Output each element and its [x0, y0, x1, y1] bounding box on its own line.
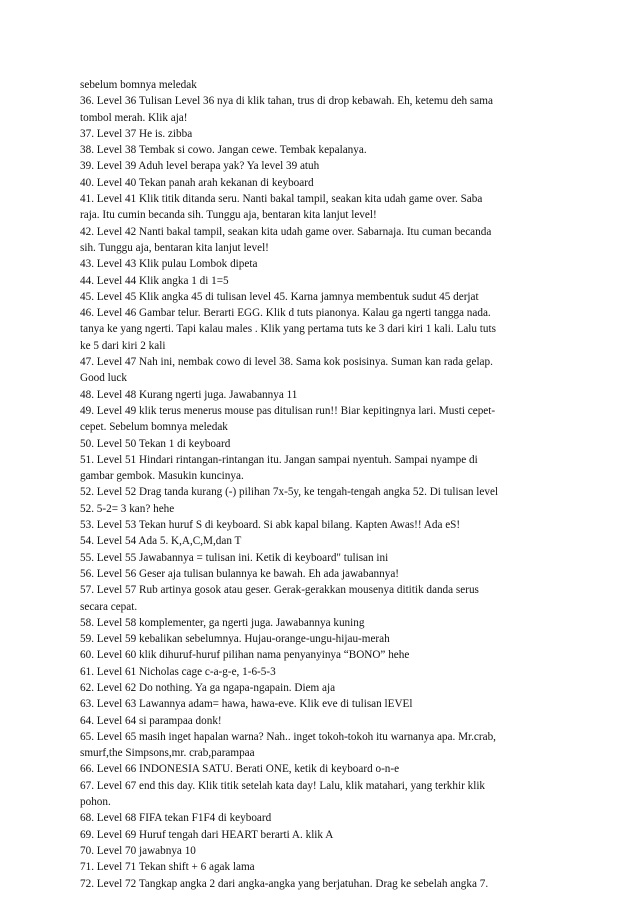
text-line: 41. Level 41 Klik titik ditanda seru. Nanti bakal tampil, seakan kita udah game over. Saba — [80, 193, 483, 206]
text-line: 47. Level 47 Nah ini, nembak cowo di level 38. Sama kok posisinya. Suman kan rada gelap. — [80, 356, 493, 369]
text-line: 59. Level 59 kebalikan sebelumnya. Hujau-orange-ungu-hijau-merah — [80, 633, 390, 646]
text-line: 46. Level 46 Gambar telur. Berarti EGG. Klik d tuts pianonya. Kalau ga ngerti tangga nada. — [80, 307, 491, 320]
text-line: 39. Level 39 Aduh level berapa yak? Ya level 39 atuh — [80, 160, 320, 173]
text-line: 63. Level 63 Lawannya adam= hawa, hawa-eve. Klik eve di tulisan lEVEl — [80, 698, 413, 711]
text-line: smurf,the Simpsons,mr. crab,parampaa — [80, 747, 255, 760]
text-line: 49. Level 49 klik terus menerus mouse pas ditulisan run!! Biar kepitingnya lari. Musti cepet- — [80, 404, 496, 417]
text-line: 36. Level 36 Tulisan Level 36 nya di klik tahan, trus di drop kebawah. Eh, ketemu deh sama — [80, 95, 493, 108]
text-line: 55. Level 55 Jawabannya = tulisan ini. Ketik di keyboard" tulisan ini — [80, 551, 389, 564]
text-line: tombol merah. Klik aja! — [80, 111, 188, 124]
text-line: 57. Level 57 Rub artinya gosok atau geser. Gerak-gerakkan mousenya dititik danda serus — [80, 584, 479, 597]
text-line: secara cepat. — [80, 600, 138, 613]
text-line: 65. Level 65 masih inget hapalan warna? Nah.. inget tokoh-tokoh itu warnanya apa. Mr.crab, — [80, 730, 496, 743]
text-line: 53. Level 53 Tekan huruf S di keyboard. Si abk kapal bilang. Kapten Awas!! Ada eS! — [80, 519, 461, 532]
text-line: 44. Level 44 Klik angka 1 di 1=5 — [80, 274, 229, 287]
text-line: 70. Level 70 jawabnya 10 — [80, 844, 196, 857]
text-line: pohon. — [80, 796, 111, 809]
text-line: 37. Level 37 He is. zibba — [80, 127, 193, 140]
text-line: sebelum bomnya meledak — [80, 79, 197, 91]
text-line: 67. Level 67 end this day. Klik titik setelah kata day! Lalu, klik matahari, yang terkhir klik — [80, 779, 486, 792]
text-line: 61. Level 61 Nicholas cage c-a-g-e, 1-6-5-3 — [80, 665, 276, 678]
text-line: tanya ke yang ngerti. Tapi kalau males . Klik yang pertama tuts ke 3 dari kiri 1 kali. Lalu tuts — [80, 323, 496, 336]
text-line: 58. Level 58 komplementer, ga ngerti juga. Jawabannya kuning — [80, 616, 365, 629]
text-line: 52. 5-2= 3 kan? hehe — [80, 502, 175, 515]
text-line: ke 5 dari kiri 2 kali — [80, 339, 166, 352]
text-line: Good luck — [80, 372, 127, 385]
text-line: 71. Level 71 Tekan shift + 6 agak lama — [80, 861, 255, 874]
text-line: 50. Level 50 Tekan 1 di keyboard — [80, 437, 231, 450]
text-line: 68. Level 68 FIFA tekan F1F4 di keyboard — [80, 812, 272, 825]
text-line: 64. Level 64 si parampaa donk! — [80, 714, 222, 727]
text-line: 40. Level 40 Tekan panah arah kekanan di keyboard — [80, 176, 314, 189]
text-line: 51. Level 51 Hindari rintangan-rintangan itu. Jangan sampai nyentuh. Sampai nyampe di — [80, 453, 478, 466]
text-line: 43. Level 43 Klik pulau Lombok dipeta — [80, 258, 258, 271]
text-line: 38. Level 38 Tembak si cowo. Jangan cewe. Tembak kepalanya. — [80, 144, 367, 157]
text-line: 52. Level 52 Drag tanda kurang (-) pilihan 7x-5y, ke tengah-tengah angka 52. Di tulisan level — [80, 486, 499, 499]
text-line: 54. Level 54 Ada 5. K,A,C,M,dan T — [80, 535, 242, 548]
text-line: cepet. Sebelum bomnya meledak — [80, 421, 228, 434]
text-line: gambar gembok. Masukin kuncinya. — [80, 470, 244, 483]
text-line: 42. Level 42 Nanti bakal tampil, seakan kita udah game over. Sabarnaja. Itu cuman becanda — [80, 225, 492, 238]
text-line: 72. Level 72 Tangkap angka 2 dari angka-angka yang berjatuhan. Drag ke sebelah angka 7. — [80, 877, 489, 890]
text-line: 66. Level 66 INDONESIA SATU. Berati ONE, ketik di keyboard o-n-e — [80, 763, 400, 776]
text-line: 60. Level 60 klik dihuruf-huruf pilihan nama penyanyinya “BONO” hehe — [80, 649, 410, 662]
text-line: 69. Level 69 Huruf tengah dari HEART berarti A. klik A — [80, 828, 334, 841]
text-line: 56. Level 56 Geser aja tulisan bulannya ke bawah. Eh ada jawabannya! — [80, 567, 400, 580]
text-line: 48. Level 48 Kurang ngerti juga. Jawabannya 11 — [80, 388, 298, 401]
document-body — [80, 77, 560, 892]
text-line: 62. Level 62 Do nothing. Ya ga ngapa-ngapain. Diem aja — [80, 681, 336, 694]
text-line: 45. Level 45 Klik angka 45 di tulisan level 45. Karna jamnya membentuk sudut 45 derjat — [80, 290, 479, 303]
text-line: sih. Tunggu aja, bentaran kita lanjut level! — [80, 241, 269, 254]
text-line: raja. Itu cumin becanda sih. Tunggu aja, bentaran kita lanjut level! — [80, 209, 377, 222]
